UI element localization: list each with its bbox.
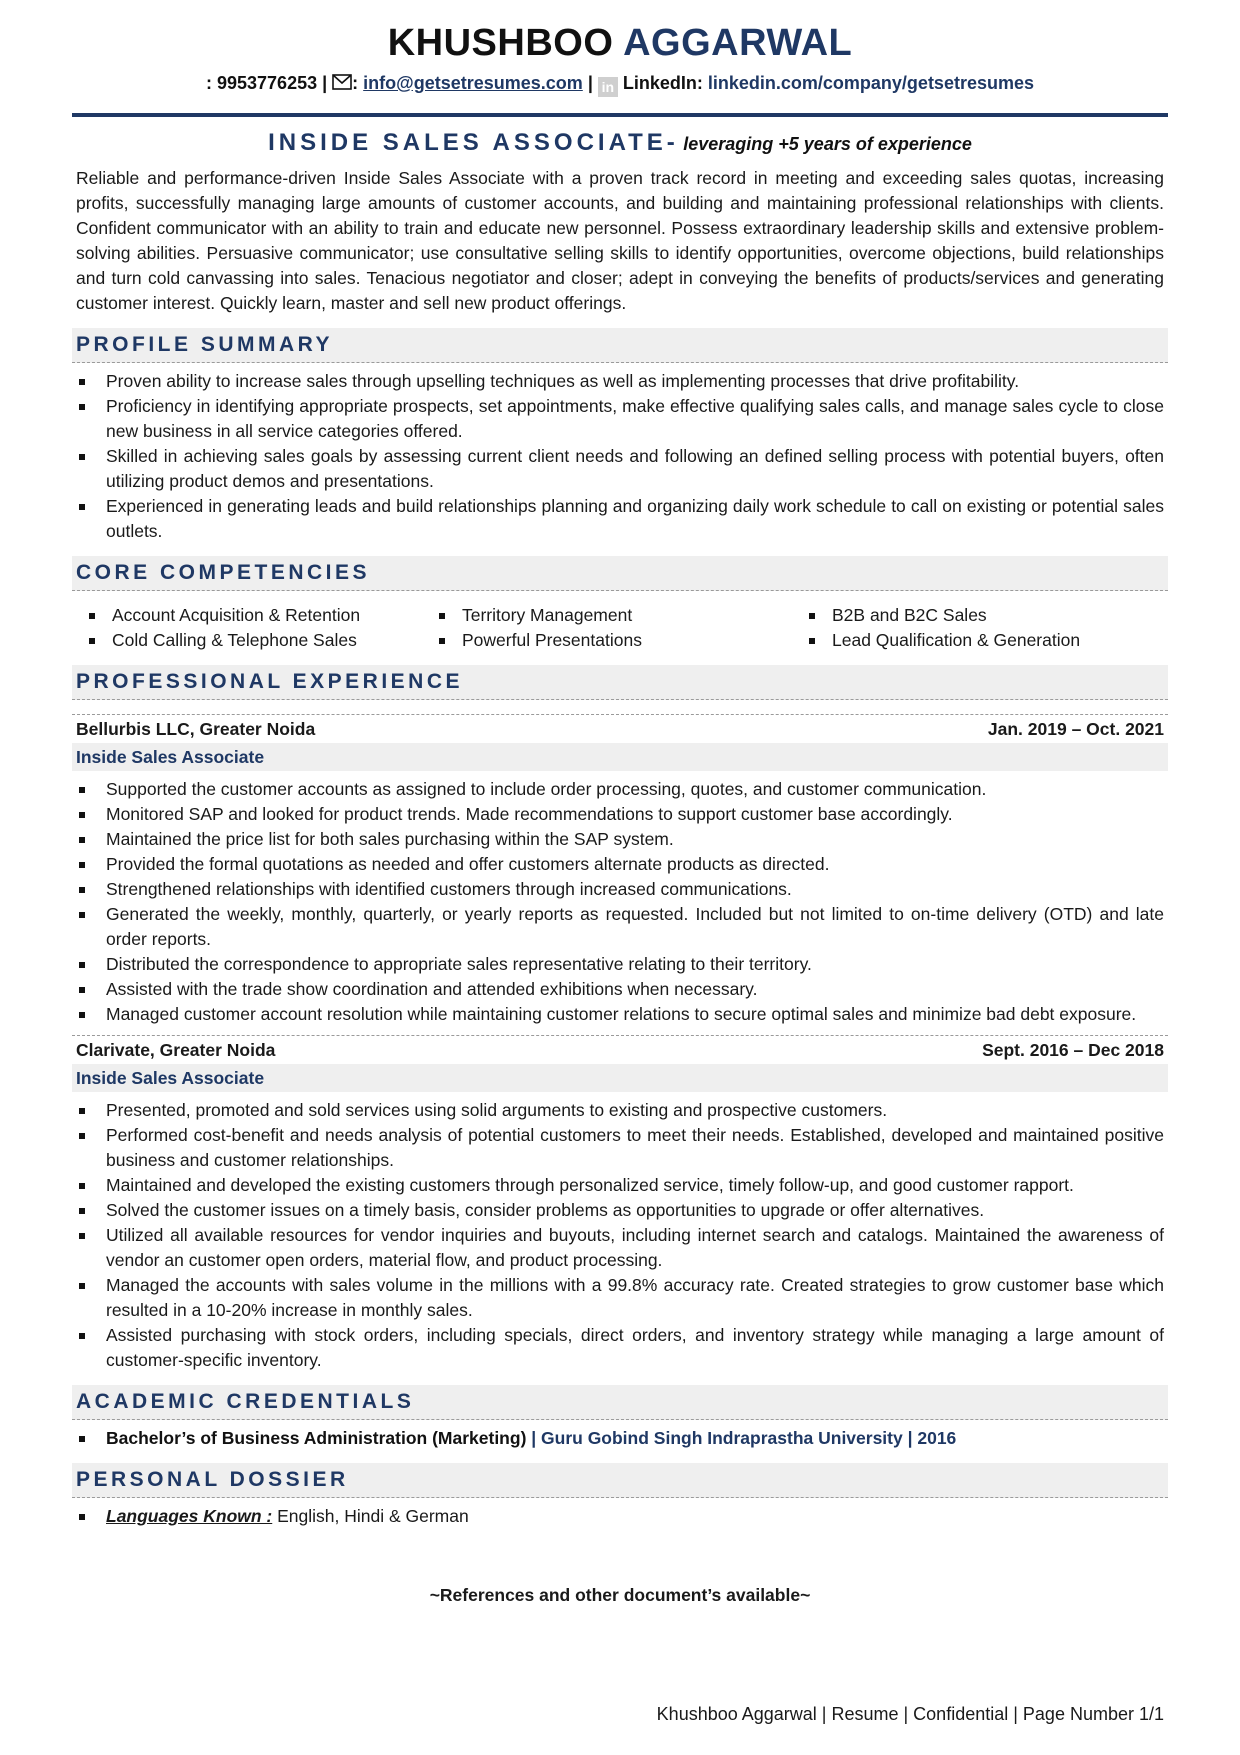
candidate-name xyxy=(72,20,1168,66)
job-role: Inside Sales Associate xyxy=(72,1064,1168,1092)
linkedin-link[interactable]: linkedin.com/company/getsetresumes xyxy=(707,73,1034,93)
job-dates: Jan. 2019 – Oct. 2021 xyxy=(987,719,1164,740)
list-item: Experienced in generating leads and build relationships planning and organizing daily work schedule to call on existing or potential sales outlets. xyxy=(76,494,1164,544)
list-item: Managed customer account resolution while maintaining customer relations to secure optimal sales and minimize bad debt exposure. xyxy=(76,1002,1164,1027)
linkedin-icon: in xyxy=(598,77,618,97)
contact-line: : 9953776253 | : info@getsetresumes.com | in LinkedIn: linkedin.com/company/getsetresumes xyxy=(72,70,1168,97)
list-item: Managed the accounts with sales volume in the millions with a 99.8% accuracy rate. Created strategies to grow customer base which resulted in a 10-20% increase in monthly sales. xyxy=(76,1273,1164,1323)
list-item: Strengthened relationships with identified customers through increased communications. xyxy=(76,877,1164,902)
profile-summary-list xyxy=(76,369,1164,544)
dossier-list xyxy=(76,1504,1164,1529)
competency-item: Powerful Presentations xyxy=(436,628,806,653)
summary-paragraph: Reliable and performance-driven Inside Sales Associate with a proven track record in meeting and exceeding sales quotas, increasing profits, successfully managing large amounts of customer accounts, and building and maintaining professional relationships with clients. Confident communicator with an ability to train and educate new personnel. Possess extraordinary leadership skills and extensive problem-solving abilities. Persuasive communicator; use consultative selling skills to identify opportunities, overcome objections, build relationships and turn cold canvassing into sales. Tenacious negotiator and closer; adept in conveying the benefits of products/services and generating customer interest. Quickly learn, master and sell new product offerings. xyxy=(76,168,1164,314)
languages-value: English, Hindi & German xyxy=(272,1506,469,1527)
education-item xyxy=(76,1426,1164,1451)
separator: | xyxy=(322,73,333,93)
list-item: Assisted purchasing with stock orders, including specials, direct orders, and inventory strategy while managing a large amount of customer-specific inventory. xyxy=(76,1323,1164,1373)
job-duties-list xyxy=(76,1098,1164,1373)
first-name: KHUSHBOO xyxy=(387,22,614,64)
languages-item xyxy=(76,1504,1164,1529)
list-item: Provided the formal quotations as needed and offer customers alternate products as directed. xyxy=(76,852,1164,877)
list-item: Performed cost-benefit and needs analysis of potential customers to meet their needs. Established, developed and maintained positive business and customer relationships. xyxy=(76,1123,1164,1173)
list-item: Maintained the price list for both sales purchasing within the SAP system. xyxy=(76,827,1164,852)
last-name: AGGARWAL xyxy=(623,22,853,64)
list-item: Maintained and developed the existing customers through personalized service, timely follow-up, and good customer rapport. xyxy=(76,1173,1164,1198)
email-link[interactable]: info@getsetresumes.com xyxy=(363,73,583,93)
job-header xyxy=(72,1035,1168,1064)
section-heading-profile-summary: PROFILE SUMMARY xyxy=(72,328,1168,363)
competency-item: Lead Qualification & Generation xyxy=(806,628,1136,653)
list-item: Monitored SAP and looked for product trends. Made recommendations to support customer base accordingly. xyxy=(76,802,1164,827)
list-item: Proficiency in identifying appropriate prospects, set appointments, make effective qualifying sales calls, and manage sales cycle to close new business in all service categories offered. xyxy=(76,394,1164,444)
company-name: Clarivate, Greater Noida xyxy=(76,1040,276,1061)
competency-item: Cold Calling & Telephone Sales xyxy=(86,628,436,653)
list-item: Skilled in achieving sales goals by assessing current client needs and following an defined selling process with potential buyers, often utilizing product demos and presentations. xyxy=(76,444,1164,494)
references-note: ~References and other document’s available~ xyxy=(429,1585,811,1606)
section-heading-professional-experience: PROFESSIONAL EXPERIENCE xyxy=(72,665,1168,700)
languages-label: Languages Known : xyxy=(106,1506,273,1527)
list-item: Utilized all available resources for vendor inquiries and buyouts, including internet search and catalogs. Maintained the awareness of vendor an customer open orders, material flow, and product processing. xyxy=(76,1223,1164,1273)
university-details: | Guru Gobind Singh Indraprastha University | 2016 xyxy=(526,1428,957,1449)
competencies-grid xyxy=(86,603,1164,653)
list-item: Assisted with the trade show coordination and attended exhibitions when necessary. xyxy=(76,977,1164,1002)
header-divider xyxy=(72,113,1168,117)
phone-number: : 9953776253 xyxy=(206,73,318,93)
job-role: Inside Sales Associate xyxy=(72,743,1168,771)
separator: | xyxy=(587,73,598,93)
job-dates: Sept. 2016 – Dec 2018 xyxy=(982,1040,1164,1061)
list-item: Supported the customer accounts as assigned to include order processing, quotes, and customer communication. xyxy=(76,777,1164,802)
list-item: Proven ability to increase sales through upselling techniques as well as implementing processes that drive profitability. xyxy=(76,369,1164,394)
resume-page xyxy=(72,0,1168,1608)
list-item: Presented, promoted and sold services using solid arguments to existing and prospective customers. xyxy=(76,1098,1164,1123)
page-footer: Khushboo Aggarwal | Resume | Confidential | Page Number 1/1 xyxy=(656,1704,1164,1724)
experience-tagline: leveraging +5 years of experience xyxy=(683,134,972,155)
competency-item: B2B and B2C Sales xyxy=(806,603,1136,628)
headline xyxy=(72,127,1168,162)
section-heading-academic-credentials: ACADEMIC CREDENTIALS xyxy=(72,1385,1168,1420)
degree-name: Bachelor’s of Business Administration (Marketing) xyxy=(106,1428,527,1449)
linkedin-label: LinkedIn: xyxy=(622,73,703,93)
company-name: Bellurbis LLC, Greater Noida xyxy=(76,719,316,740)
section-heading-core-competencies: CORE COMPETENCIES xyxy=(72,556,1168,591)
competency-item: Account Acquisition & Retention xyxy=(86,603,436,628)
competency-item: Territory Management xyxy=(436,603,806,628)
job-title: INSIDE SALES ASSOCIATE- xyxy=(268,129,679,157)
education-list xyxy=(76,1426,1164,1451)
job-header xyxy=(72,714,1168,743)
list-item: Generated the weekly, monthly, quarterly, or yearly reports as requested. Included but not limited to on-time delivery (OTD) and late order reports. xyxy=(76,902,1164,952)
list-item: Distributed the correspondence to appropriate sales representative relating to their territory. xyxy=(76,952,1164,977)
list-item: Solved the customer issues on a timely basis, consider problems as opportunities to upgrade or offer alternatives. xyxy=(76,1198,1164,1223)
section-heading-personal-dossier: PERSONAL DOSSIER xyxy=(72,1463,1168,1498)
job-duties-list xyxy=(76,777,1164,1027)
envelope-icon xyxy=(332,71,352,97)
